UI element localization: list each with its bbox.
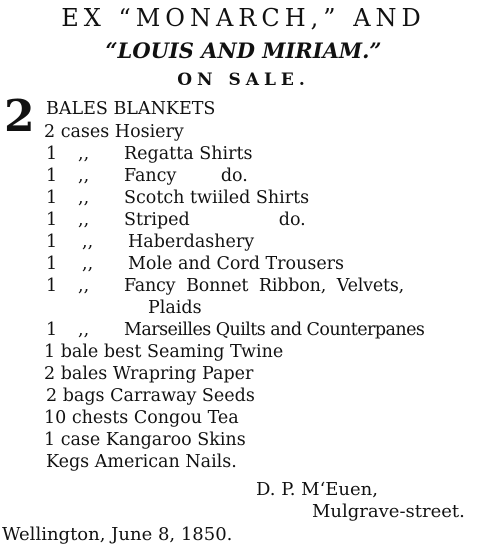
item-desc: 1 case Kangaroo Skins xyxy=(44,430,246,450)
merchant-address: Mulgrave-street. xyxy=(312,501,465,522)
dateline: Wellington, June 8, 1850. xyxy=(2,524,233,545)
item-qty: 1 xyxy=(46,144,58,164)
item-qty: 1 xyxy=(46,254,58,274)
list-item xyxy=(46,451,237,473)
item-desc: Mole and Cord Trousers xyxy=(128,254,345,274)
item-desc: Regatta Shirts xyxy=(124,144,253,164)
item-desc: Fancy Bonnet Ribbon, Velvets, xyxy=(124,276,405,296)
ditto-mark: ,, xyxy=(82,232,94,252)
first-item-text: BALES BLANKETS xyxy=(46,99,216,119)
item-desc: Striped do. xyxy=(124,210,306,230)
item-desc: Kegs American Nails. xyxy=(46,452,237,472)
item-qty: 1 xyxy=(46,166,58,186)
item-desc: Fancy do. xyxy=(124,166,248,186)
list-item xyxy=(44,429,246,451)
item-desc: Marseilles Quilts and Counterpanes xyxy=(124,320,425,340)
ditto-mark: ,, xyxy=(78,166,90,186)
header-on-sale: ON SALE. xyxy=(177,70,310,90)
ditto-mark: ,, xyxy=(82,254,94,274)
list-item xyxy=(148,297,202,319)
list-item xyxy=(46,385,255,407)
item-qty: 1 xyxy=(46,232,58,252)
list-item xyxy=(44,363,253,385)
list-item xyxy=(44,407,239,429)
header-line-ship-names: “LOUIS AND MIRIAM.” xyxy=(105,38,382,63)
ditto-mark: ,, xyxy=(78,320,90,340)
item-qty: 1 xyxy=(46,320,58,340)
drop-cap-number: 2 xyxy=(4,91,35,142)
list-item xyxy=(44,121,184,143)
item-desc: Scotch twiiled Shirts xyxy=(124,188,310,208)
item-desc: 2 bags Carraway Seeds xyxy=(46,386,255,406)
item-qty: 1 xyxy=(46,276,58,296)
item-qty: 1 xyxy=(46,188,58,208)
ditto-mark: ,, xyxy=(78,144,90,164)
item-desc: 10 chests Congou Tea xyxy=(44,408,239,428)
item-desc: Plaids xyxy=(148,298,202,318)
item-qty: 1 xyxy=(46,210,58,230)
item-desc: 2 cases Hosiery xyxy=(44,122,184,142)
header-line-ships: EX “MONARCH,” AND xyxy=(61,4,426,32)
ditto-mark: ,, xyxy=(78,276,90,296)
list-item xyxy=(44,341,283,363)
item-desc: Haberdashery xyxy=(128,232,255,252)
item-desc: 1 bale best Seaming Twine xyxy=(44,342,284,362)
ditto-mark: ,, xyxy=(78,210,90,230)
merchant-name: D. P. M‘Euen, xyxy=(256,479,378,500)
ditto-mark: ,, xyxy=(78,188,90,208)
item-desc: 2 bales Wrapring Paper xyxy=(44,364,254,384)
